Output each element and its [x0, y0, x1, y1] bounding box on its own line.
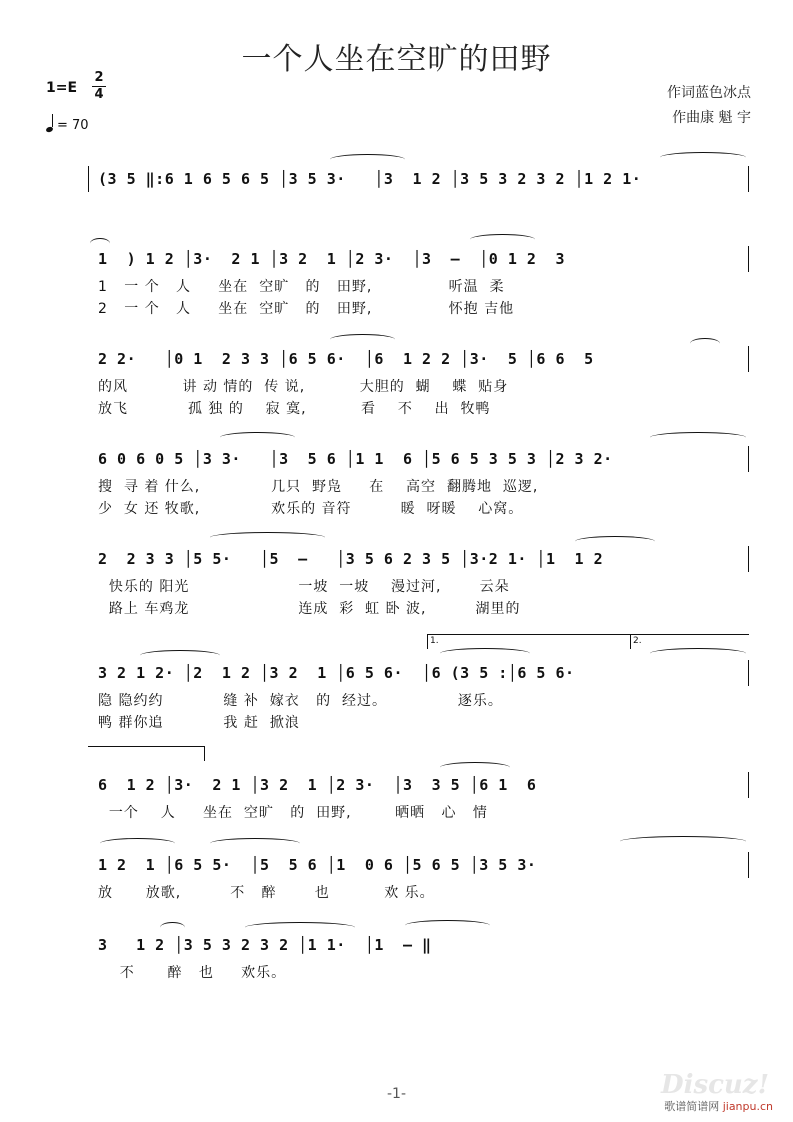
lyrics-line-6-verse-1: 隐 隐约约 缝 补 嫁衣 的 经过。 逐乐。: [98, 693, 503, 709]
barline: [748, 660, 749, 686]
time-signature-bottom: 4: [94, 87, 104, 102]
slur: [660, 152, 746, 163]
lyrics-line-6-verse-2: 鸭 群你追 我 赶 掀浪: [98, 715, 300, 731]
lyrics-line-5-verse-2: 路上 车鸡龙 连成 彩 虹 卧 波, 湖里的: [98, 601, 521, 617]
lyrics-line-8-verse-1: 放 放歌, 不 醉 也 欢 乐。: [98, 885, 435, 901]
slur: [690, 338, 720, 349]
time-signature-top: 2: [94, 70, 104, 85]
volta-bracket-second: 2.: [630, 634, 749, 649]
tempo-marking: [46, 116, 89, 133]
slur: [210, 532, 325, 543]
barline: [748, 166, 749, 192]
notes-line-3: 2 2· │0 1 2 3 3 │6 5 6· │6 1 2 2 │3· 5 │6 6 5: [98, 350, 594, 368]
composer-credit: 作曲康 魁 宇: [672, 110, 751, 126]
score-line-5: [88, 550, 750, 570]
slur: [650, 432, 746, 443]
slur: [575, 536, 655, 547]
slur: [330, 334, 395, 345]
notes-line-5: 2 2 3 3 │5 5· │5 – │3 5 6 2 3 5 │3·2 1· │1 1 2: [98, 550, 604, 568]
slur: [160, 922, 185, 933]
notes-line-1: (3 5 ‖:6 1 6 5 6 5 │3 5 3· │3 1 2 │3 5 3 2 3 2 │1 2 1·: [98, 170, 642, 188]
slur: [140, 650, 220, 661]
key-signature: 1=E: [46, 80, 78, 96]
page-number: -1-: [386, 1086, 406, 1102]
barline: [748, 772, 749, 798]
barline: [88, 166, 89, 192]
slur: [470, 234, 535, 245]
notes-line-8: 1 2 1 │6 5 5· │5 5 6 │1 0 6 │5 6 5 │3 5 3·: [98, 856, 537, 874]
slur: [210, 838, 300, 849]
score-line-3: [88, 350, 750, 370]
page-title: 一个人坐在空旷的田野: [241, 42, 552, 77]
notes-line-9: 3 1 2 │3 5 3 2 3 2 │1 1· │1 – ‖: [98, 936, 432, 954]
watermark-url: jianpu.cn: [722, 1100, 773, 1113]
barline: [748, 346, 749, 372]
notes-line-7: 6 1 2 │3· 2 1 │3 2 1 │2 3· │3 3 5 │6 1 6: [98, 776, 537, 794]
lyricist-credit: 作词蓝色冰点: [667, 85, 751, 101]
slur: [405, 920, 490, 931]
slur: [90, 238, 110, 249]
slur: [440, 648, 530, 659]
slur: [220, 432, 295, 443]
barline: [748, 546, 749, 572]
lyrics-line-4-verse-2: 少 女 还 牧歌, 欢乐的 音符 暖 呀暖 心窝。: [98, 501, 524, 517]
slur: [245, 922, 355, 933]
notes-line-2: 1 ) 1 2 │3· 2 1 │3 2 1 │2 3· │3 – │0 1 2 3: [98, 250, 566, 268]
barline: [748, 246, 749, 272]
slur: [330, 154, 405, 165]
score-line-7: [88, 776, 750, 796]
notes-line-4: 6 0 6 0 5 │3 3· │3 5 6 │1 1 6 │5 6 5 3 5 3 │2 3 2·: [98, 450, 613, 468]
slur: [650, 648, 746, 659]
quarter-note-icon: [45, 126, 53, 133]
score-line-4: [88, 450, 750, 470]
time-signature: [92, 71, 106, 102]
lyrics-line-3-verse-1: 的风 讲 动 情的 传 说, 大胆的 蝴 蝶 贴身: [98, 379, 509, 395]
watermark-logo: Discuz!: [661, 1070, 769, 1100]
notes-line-6: 3 2 1 2· │2 1 2 │3 2 1 │6 5 6· │6 (3 5 :│6 5 6·: [98, 664, 575, 682]
score-line-1: [88, 170, 750, 190]
lyrics-line-3-verse-2: 放飞 孤 独 的 寂 寞, 看 不 出 牧鸭: [98, 401, 491, 417]
score-line-6: [88, 664, 750, 684]
lyrics-line-2-verse-2: 2 一 个 人 坐在 空旷 的 田野, 怀抱 吉他: [98, 301, 515, 317]
tempo-value: = 70: [57, 118, 89, 133]
volta-bracket-first: 1.: [427, 634, 630, 649]
lyrics-line-5-verse-1: 快乐的 阳光 一坡 一坡 漫过河, 云朵: [98, 579, 510, 595]
score-line-8: [88, 856, 750, 876]
slur: [100, 838, 175, 849]
slur: [620, 836, 746, 847]
note-stem-icon: [52, 114, 53, 127]
score-line-2: [88, 250, 750, 270]
lyrics-line-4-verse-1: 搜 寻 着 什么, 几只 野凫 在 高空 翻腾地 巡逻,: [98, 479, 539, 495]
lyrics-line-2-verse-1: 1 一 个 人 坐在 空旷 的 田野, 听温 柔: [98, 279, 505, 295]
watermark: [664, 1098, 773, 1114]
score-line-9: [88, 936, 750, 956]
slur: [440, 762, 510, 773]
lyrics-line-7-verse-1: 一个 人 坐在 空旷 的 田野, 晒晒 心 情: [98, 805, 488, 821]
volta-end-bracket: [88, 746, 205, 761]
lyrics-line-9-verse-1: 不 醉 也 欢乐。: [98, 965, 287, 981]
barline: [748, 852, 749, 878]
watermark-text: 歌谱简谱网: [664, 1100, 720, 1113]
barline: [748, 446, 749, 472]
